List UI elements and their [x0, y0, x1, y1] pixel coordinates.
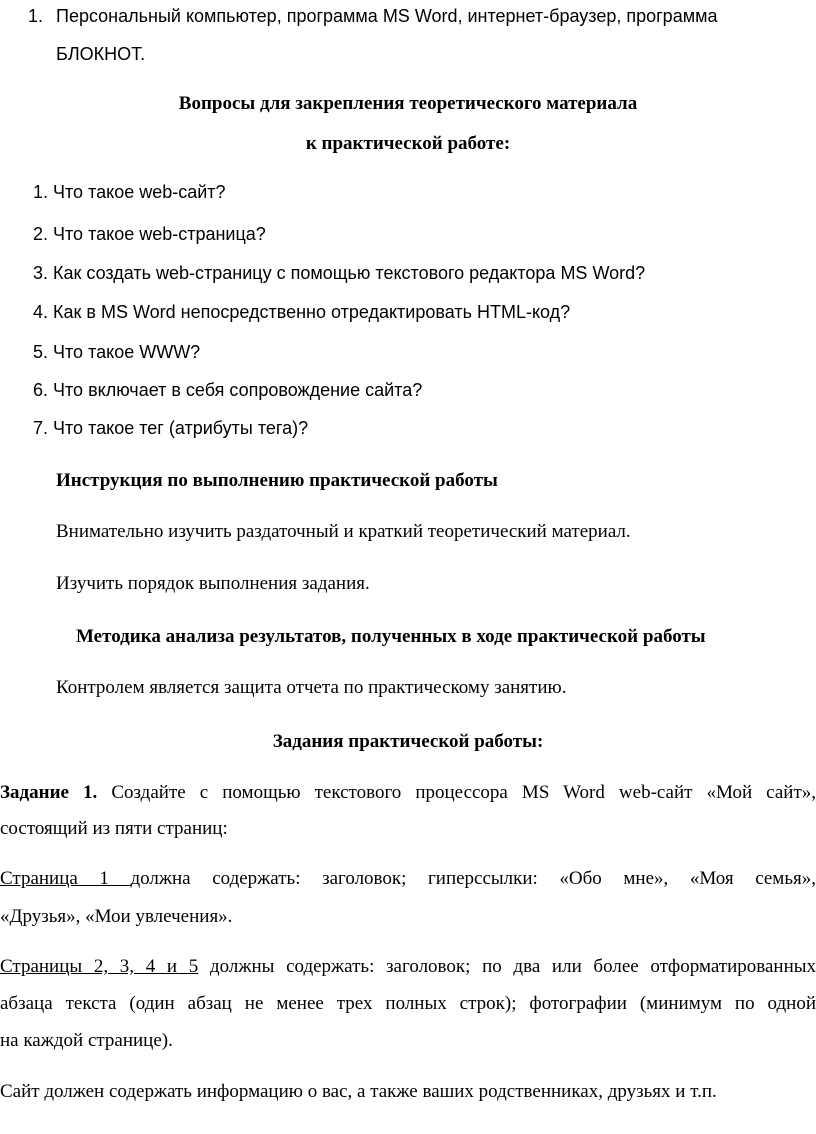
question-item: 7. Что такое тег (атрибуты тега)? [33, 418, 309, 438]
question-item: 6. Что включает в себя сопровождение сайта? [33, 380, 423, 400]
pages-2-5-line-3: на каждой странице). [0, 1030, 173, 1051]
task-1-line-1 [0, 782, 816, 804]
pages-2-5-line-1 [0, 956, 816, 978]
question-item: 3. Как создать web-страницу с помощью текстового редактора MS Word? [33, 263, 646, 283]
task-1-text: Создайте с помощью текстового процессора MS Word web-сайт «Мой сайт», [97, 782, 816, 803]
instruction-heading: Инструкция по выполнению практической работы [56, 470, 498, 491]
questions-heading-line-2: к практической работе: [305, 133, 511, 154]
page-1-line-1 [0, 868, 816, 890]
page-1-label: Страница 1 [0, 868, 131, 889]
intro-line-1: Персональный компьютер, программа MS Word, интернет-браузер, программа [56, 6, 718, 26]
instruction-paragraph-1: Внимательно изучить раздаточный и краткий теоретический материал. [56, 521, 631, 542]
pages-2-5-text: должны содержать: заголовок; по два или более отформатированных [198, 956, 816, 977]
instruction-paragraph-2: Изучить порядок выполнения задания. [56, 573, 370, 594]
closing-paragraph: Сайт должен содержать информацию о вас, а также ваших родственниках, друзьях и т.п. [0, 1081, 717, 1102]
pages-2-5-label: Страницы 2, 3, 4 и 5 [0, 956, 199, 977]
questions-heading-line-1: Вопросы для закрепления теоретического материала [178, 93, 638, 114]
task-1-label: Задание 1. [0, 782, 98, 803]
question-item: 1. Что такое web-сайт? [33, 182, 226, 202]
intro-line-2: БЛОКНОТ. [56, 44, 146, 64]
method-heading: Методика анализа результатов, полученных в ходе практической работы [76, 626, 706, 647]
page-1-line-2: «Друзья», «Мои увлечения». [0, 906, 233, 927]
pages-2-5-line-2: абзаца текста (один абзац не менее трех полных строк); фотографии (минимум по одной [0, 993, 816, 1014]
page-1-text: должна содержать: заголовок; гиперссылки: «Обо мне», «Моя семья», [130, 868, 816, 889]
question-item: 4. Как в MS Word непосредственно отредактировать HTML-код? [33, 302, 571, 322]
method-paragraph-1: Контролем является защита отчета по практическому занятию. [56, 677, 567, 698]
question-item: 2. Что такое web-страница? [33, 224, 266, 244]
question-item: 5. Что такое WWW? [33, 342, 201, 362]
task-1-line-2: состоящий из пяти страниц: [0, 818, 228, 839]
tasks-heading: Задания практической работы: [272, 731, 544, 752]
intro-number: 1. [28, 6, 44, 26]
